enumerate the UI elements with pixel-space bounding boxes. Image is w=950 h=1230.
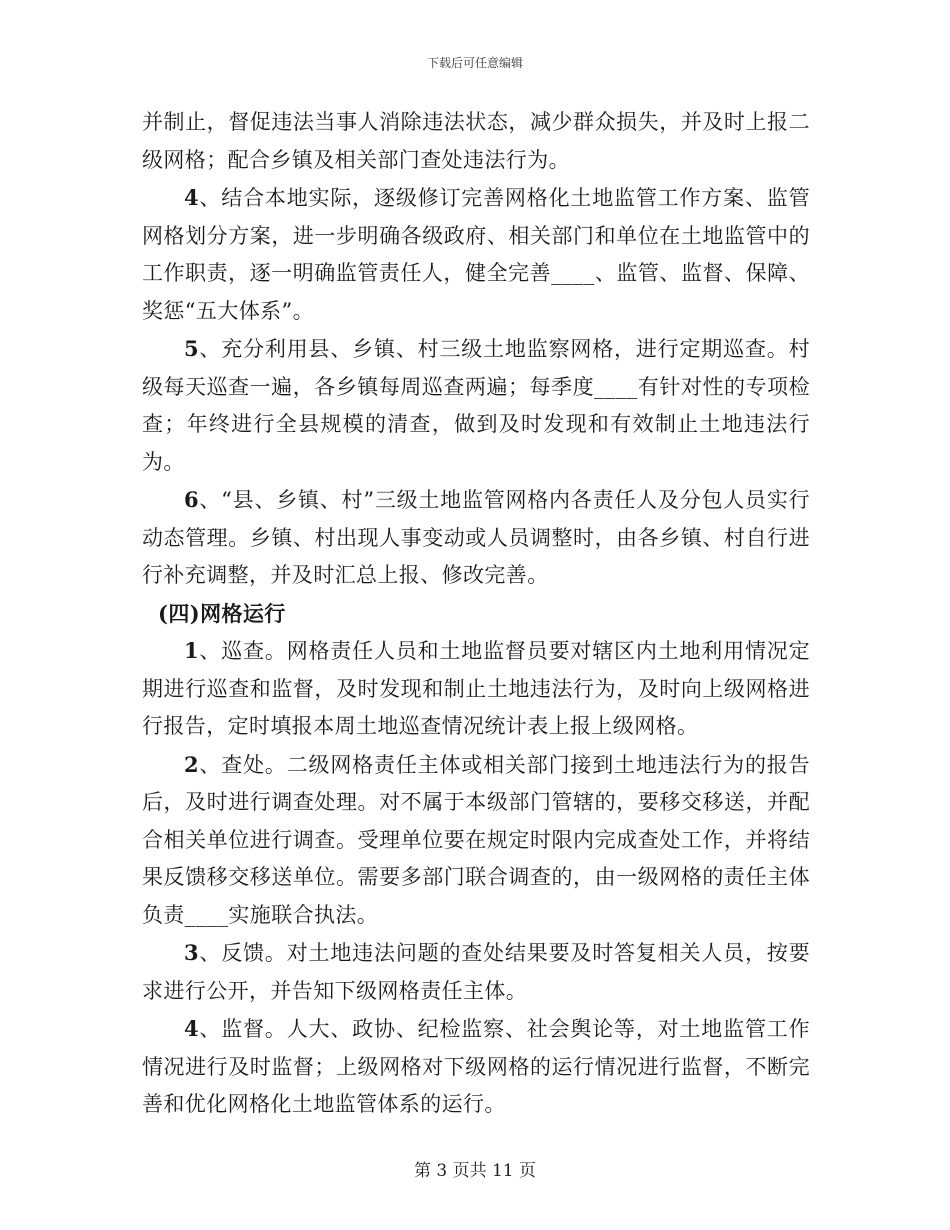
- paragraph-section-item-1: 1、巡查。网格责任人员和土地监督员要对辖区内土地利用情况定期进行巡查和监督，及时发现和制止土地违法行为，及时向上级网格进行报告，定时填报本周土地巡查情况统计表上报上级网格。: [142, 638, 810, 738]
- paragraph-item-5: 5、充分利用县、乡镇、村三级土地监察网格，进行定期巡查。村级每天巡查一遍，各乡镇每周巡查两遍；每季度____有针对性的专项检查；年终进行全县规模的清查，做到及时发现和有效制止土地违法行为。: [142, 336, 810, 474]
- paragraph-section-item-2: 2、查处。二级网格责任主体或相关部门接到土地违法行为的报告后，及时进行调查处理。对不属于本级部门管辖的，要移交移送，并配合相关单位进行调查。受理单位要在规定时限内完成查处工作，并将结果反馈移交移送单位。需要多部门联合调查的，由一级网格的责任主体负责____实施联合执法。: [142, 751, 810, 927]
- paragraph-item-4: 4、结合本地实际，逐级修订完善网格化土地监管工作方案、监管网格划分方案，进一步明确各级政府、相关部门和单位在土地监管中的工作职责，逐一明确监管责任人，健全完善____、监管、监督、保障、奖惩“五大体系”。: [142, 185, 810, 323]
- paragraph-continuation: 并制止，督促违法当事人消除违法状态，减少群众损失，并及时上报二级网格；配合乡镇及相关部门查处违法行为。: [142, 110, 810, 172]
- section-heading: (四)网格运行: [158, 600, 286, 626]
- page-number-footer: 第 3 页共 11 页: [413, 1161, 537, 1181]
- paragraph-item-6: 6、“县、乡镇、村”三级土地监管网格内各责任人及分包人员实行动态管理。乡镇、村出现人事变动或人员调整时，由各乡镇、村自行进行补充调整，并及时汇总上报、修改完善。: [142, 487, 810, 587]
- paragraph-section-item-4: 4、监督。人大、政协、纪检监察、社会舆论等，对土地监管工作情况进行及时监督；上级网格对下级网格的运行情况进行监督，不断完善和优化网格化土地监管体系的运行。: [142, 1016, 810, 1116]
- paragraph-section-item-3: 3、反馈。对土地违法问题的查处结果要及时答复相关人员，按要求进行公开，并告知下级网格责任主体。: [142, 940, 810, 1003]
- document-body: [142, 104, 810, 1124]
- page-header: 下载后可任意编辑: [426, 56, 523, 70]
